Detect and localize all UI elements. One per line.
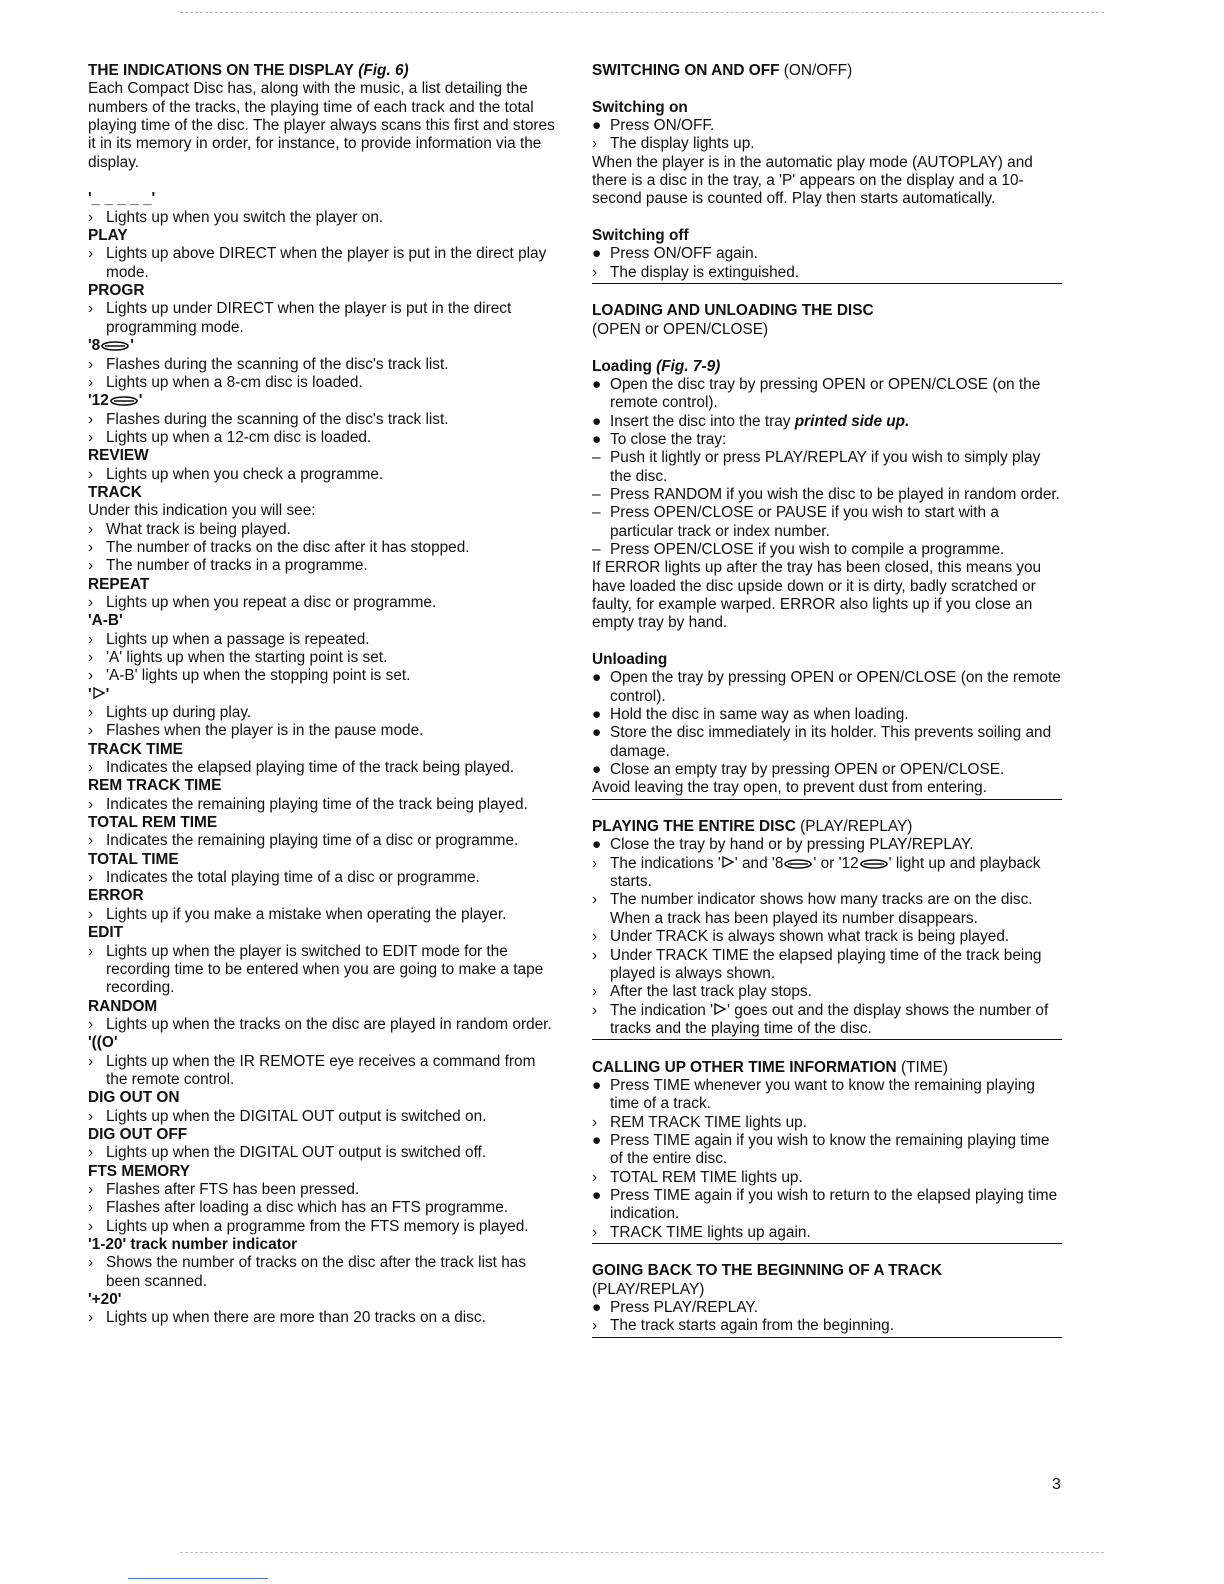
indication-label: '_ _ _ _ _' (88, 190, 156, 208)
indication-label: 'A-B' (88, 612, 123, 630)
result-arrow-icon: › (88, 1217, 94, 1235)
indication-label: '12 ' (88, 392, 143, 410)
list-item: › Lights up if you make a mistake when operating the player. (88, 905, 507, 923)
result-arrow-icon: › (592, 1317, 598, 1335)
disc-icon (859, 859, 889, 869)
result-arrow-icon: › (592, 263, 598, 281)
list-item: › The display lights up. (592, 135, 755, 153)
list-item: › Indicates the remaining playing time of the track being played. (88, 795, 528, 813)
result-arrow-icon: › (88, 410, 94, 428)
indication-label: PROGR (88, 282, 145, 300)
list-item: › Lights up under DIRECT when the player is put in the direct programming mode. (88, 300, 512, 336)
result-arrow-icon: › (88, 557, 94, 575)
list-item: ● Press ON/OFF. (592, 117, 715, 135)
indication-list (88, 190, 560, 1327)
list-item: – Press RANDOM if you wish the disc to be played in random order. (592, 485, 1060, 503)
list-item: › Lights up above DIRECT when the player is put in the direct play mode. (88, 245, 547, 281)
list-item: › Lights up when you repeat a disc or programme. (88, 593, 437, 611)
list-item: › 'A' lights up when the starting point is set. (88, 649, 388, 666)
bullet-icon: ● (592, 1186, 602, 1204)
list-item: › Under TRACK TIME the elapsed playing time of the track being played is always shown. (592, 946, 1042, 982)
list-item: ● Press TIME whenever you want to know the remaining playing time of a track. (592, 1076, 1035, 1113)
play-icon (713, 1003, 727, 1015)
indication-label: TOTAL REM TIME (88, 814, 218, 832)
list-item: › Lights up when a passage is repeated. (88, 630, 370, 648)
list-item: › 'A-B' lights up when the stopping point is set. (88, 667, 411, 685)
list-item: › Lights up when you check a programme. (88, 465, 384, 483)
result-arrow-icon: › (592, 946, 598, 964)
going-back-steps (592, 1299, 1062, 1336)
list-item: › TOTAL REM TIME lights up. (592, 1168, 803, 1186)
result-arrow-icon: › (88, 245, 94, 263)
bullet-icon: ● (592, 1076, 602, 1094)
switching-off-title: Switching off (592, 227, 689, 245)
loading-title: Loading (Fig. 7-9) (592, 357, 721, 375)
result-arrow-icon: › (88, 722, 94, 740)
list-item: – Press OPEN/CLOSE if you wish to compile a programme. (592, 540, 1005, 558)
play-icon (721, 856, 735, 868)
result-arrow-icon: › (88, 795, 94, 813)
result-arrow-icon: › (88, 1180, 94, 1198)
result-arrow-icon: › (592, 928, 598, 946)
list-item: › The number of tracks in a programme. (88, 557, 368, 575)
indication-label: '+20' (88, 1291, 122, 1309)
list-item: › Indicates the elapsed playing time of the track being played. (88, 759, 515, 777)
list-item: › The indications ' ' and '8 ' or '12 ' light up and playback starts. (592, 854, 1041, 891)
list-item: ● Open the disc tray by pressing OPEN or OPEN/CLOSE (on the remote control). (592, 375, 1041, 412)
list-item: – Push it lightly or press PLAY/REPLAY if you wish to simply play the disc. (592, 449, 1041, 485)
avoid-paragraph: Avoid leaving the tray open, to prevent dust from entering. (592, 779, 987, 797)
indication-label: DIG OUT OFF (88, 1125, 188, 1143)
indication-label: FTS MEMORY (88, 1162, 191, 1180)
indication-label: TRACK (88, 483, 142, 501)
bullet-icon: ● (592, 117, 602, 135)
list-item: › Lights up when there are more than 20 tracks on a disc. (88, 1309, 486, 1327)
page-number: 3 (1052, 1476, 1061, 1493)
loading-steps (592, 376, 1062, 559)
loading-subheading: (OPEN or OPEN/CLOSE) (592, 320, 769, 338)
bullet-icon: ● (592, 1299, 602, 1317)
result-arrow-icon: › (88, 1254, 94, 1272)
result-arrow-icon: › (88, 428, 94, 446)
list-item: ● Open the tray by pressing OPEN or OPEN/CLOSE (on the remote control). (592, 669, 1061, 705)
list-item: › The indication ' ' goes out and the display shows the number of tracks and the playing time of the disc. (592, 1001, 1049, 1037)
bullet-icon: ● (592, 706, 602, 724)
play-icon (92, 687, 106, 699)
result-arrow-icon: › (592, 1168, 598, 1186)
autoplay-paragraph: When the player is in the automatic play mode (AUTOPLAY) and there is a disc in the tray, a 'P' appears on the display and a 10-second pause is counted off. Play then starts automatically. (592, 153, 1033, 208)
loading-heading: LOADING AND UNLOADING THE DISC (592, 302, 874, 320)
bullet-icon: ● (592, 412, 602, 430)
list-item: › Lights up when the player is switched to EDIT mode for the recording time to be entered when you are going to make a tape recording. (88, 942, 544, 997)
playing-steps (592, 891, 1062, 1001)
result-arrow-icon: › (592, 891, 598, 909)
list-item: › Indicates the remaining playing time of a disc or programme. (88, 832, 519, 850)
indication-label: '8 ' (88, 337, 134, 355)
switching-off-steps (592, 245, 1062, 282)
result-arrow-icon: › (88, 905, 94, 923)
result-arrow-icon: › (88, 1015, 94, 1033)
going-back-subheading: (PLAY/REPLAY) (592, 1280, 705, 1298)
result-arrow-icon: › (88, 649, 94, 666)
bullet-icon: ● (592, 430, 602, 448)
result-arrow-icon: › (88, 1144, 94, 1162)
time-heading: CALLING UP OTHER TIME INFORMATION (TIME) (592, 1058, 948, 1076)
dash-icon: – (592, 540, 601, 558)
list-item: › Flashes during the scanning of the disc's track list. (88, 355, 449, 373)
display-intro: Each Compact Disc has, along with the music, a list detailing the numbers of the tracks, the playing time of each track and the total playing time of the disc. The player always scans this first and stores it in its memory in order, for instance, to provide information via the display. (88, 80, 555, 171)
dash-icon: – (592, 485, 601, 503)
list-item: › The number indicator shows how many tracks are on the disc. When a track has been played its number disappears. (592, 891, 1033, 927)
indication-label: ' ' (88, 685, 110, 703)
list-item: ● Press PLAY/REPLAY. (592, 1299, 758, 1317)
result-arrow-icon: › (592, 135, 598, 153)
disc-icon (100, 341, 130, 351)
unloading-steps (592, 669, 1062, 779)
dash-icon: – (592, 449, 601, 467)
list-item: › Shows the number of tracks on the disc after the track list has been scanned. (88, 1254, 527, 1290)
list-item: › Indicates the total playing time of a disc or programme. (88, 869, 480, 887)
right-column (592, 62, 1062, 1338)
list-item: ● Store the disc immediately in its holder. This prevents soiling and damage. (592, 724, 1052, 760)
list-item: ● Press TIME again if you wish to return to the elapsed playing time indication. (592, 1186, 1058, 1223)
list-item: › Lights up when the DIGITAL OUT output is switched off. (88, 1144, 487, 1162)
result-arrow-icon: › (88, 1052, 94, 1070)
list-item: › REM TRACK TIME lights up. (592, 1113, 807, 1131)
result-arrow-icon: › (88, 704, 94, 722)
result-arrow-icon: › (88, 355, 94, 373)
switching-on-steps (592, 117, 1062, 154)
list-item: ● Close an empty tray by pressing OPEN or OPEN/CLOSE. (592, 761, 1005, 779)
result-arrow-icon: › (88, 759, 94, 777)
bullet-icon: ● (592, 1131, 602, 1149)
bullet-icon: ● (592, 669, 602, 687)
list-item: › Lights up when the IR REMOTE eye receives a command from the remote control. (88, 1052, 536, 1088)
indication-label: PLAY (88, 227, 128, 245)
list-item: › TRACK TIME lights up again. (592, 1223, 811, 1241)
scan-artifact-bottom (180, 1552, 1104, 1553)
list-item: ● Hold the disc in same way as when loading. (592, 706, 909, 724)
indication-label: DIG OUT ON (88, 1089, 180, 1107)
list-item: › Lights up when a programme from the FTS memory is played. (88, 1217, 529, 1235)
scan-artifact-top (180, 12, 1104, 13)
result-arrow-icon: › (88, 1309, 94, 1327)
disc-icon (109, 396, 139, 406)
list-item: › Under TRACK is always shown what track is being played. (592, 928, 1010, 946)
result-arrow-icon: › (88, 208, 94, 226)
list-item: ● To close the tray: (592, 430, 727, 448)
left-column (88, 62, 560, 1328)
indication-label: REM TRACK TIME (88, 777, 222, 795)
list-item: › Lights up when a 12-cm disc is loaded. (88, 428, 372, 446)
scan-artifact-mark (128, 1578, 268, 1579)
result-arrow-icon: › (88, 465, 94, 483)
switching-on-title: Switching on (592, 98, 688, 116)
list-item: ● Insert the disc into the tray printed side up. (592, 412, 910, 430)
list-item: › Lights up when you switch the player on. (88, 208, 384, 226)
bullet-icon: ● (592, 724, 602, 742)
list-item: Under this indication you will see: (88, 502, 316, 520)
result-arrow-icon: › (88, 373, 94, 391)
playing-heading: PLAYING THE ENTIRE DISC (PLAY/REPLAY) (592, 818, 913, 836)
indication-label: EDIT (88, 924, 124, 942)
bullet-icon: ● (592, 245, 602, 263)
result-arrow-icon: › (592, 983, 598, 1001)
list-item: ● Press TIME again if you wish to know the remaining playing time of the entire disc. (592, 1131, 1050, 1168)
bullet-icon: ● (592, 761, 602, 779)
indication-label: '((O' (88, 1034, 118, 1052)
going-back-heading: GOING BACK TO THE BEGINNING OF A TRACK (592, 1262, 942, 1280)
result-arrow-icon: › (88, 942, 94, 960)
result-arrow-icon: › (592, 1113, 598, 1131)
list-item: ● Close the tray by hand or by pressing PLAY/REPLAY. (592, 836, 974, 854)
error-paragraph: If ERROR lights up after the tray has been closed, this means you have loaded the disc upside down or it is dirty, badly scratched or faulty, for example warped. ERROR also lights up if you close an empty tray by hand. (592, 559, 1042, 632)
dash-icon: – (592, 504, 601, 522)
list-item: – Press OPEN/CLOSE or PAUSE if you wish to start with a particular track or index number. (592, 504, 999, 540)
indication-label: REPEAT (88, 575, 150, 593)
list-item: › Flashes after loading a disc which has an FTS programme. (88, 1199, 509, 1217)
indication-label: '1-20' track number indicator (88, 1236, 298, 1253)
unloading-title: Unloading (592, 651, 668, 668)
list-item: › The display is extinguished. (592, 263, 800, 281)
list-item: › After the last track play stops. (592, 983, 812, 1001)
list-item: › Flashes after FTS has been pressed. (88, 1180, 360, 1198)
result-arrow-icon: › (88, 1107, 94, 1125)
time-steps (592, 1077, 1062, 1242)
result-arrow-icon: › (88, 1199, 94, 1217)
result-arrow-icon: › (88, 300, 94, 318)
indication-label: REVIEW (88, 447, 149, 465)
list-item: › Lights up during play. (88, 704, 252, 722)
bullet-icon: ● (592, 375, 602, 393)
list-item: › The track starts again from the beginning. (592, 1317, 895, 1335)
display-indications-heading: THE INDICATIONS ON THE DISPLAY (Fig. 6) (88, 62, 409, 79)
switching-heading: SWITCHING ON AND OFF (ON/OFF) (592, 62, 853, 79)
result-arrow-icon: › (88, 832, 94, 850)
result-arrow-icon: › (88, 869, 94, 887)
list-item: › Flashes when the player is in the pause mode. (88, 722, 424, 740)
list-item: › Lights up when the DIGITAL OUT output is switched on. (88, 1107, 487, 1125)
result-arrow-icon: › (88, 667, 94, 685)
result-arrow-icon: › (592, 1223, 598, 1241)
result-arrow-icon: › (88, 538, 94, 556)
result-arrow-icon: › (88, 593, 94, 611)
list-item: › Lights up when a 8-cm disc is loaded. (88, 373, 363, 391)
indication-label: RANDOM (88, 997, 158, 1015)
indication-label: TOTAL TIME (88, 850, 179, 868)
list-item: › What track is being played. (88, 520, 291, 538)
section-divider (592, 1337, 1062, 1338)
indication-label: ERROR (88, 887, 144, 905)
list-item: › Flashes during the scanning of the disc's track list. (88, 410, 449, 428)
list-item: › Lights up when the tracks on the disc are played in random order. (88, 1015, 552, 1033)
indication-label: TRACK TIME (88, 740, 183, 758)
result-arrow-icon: › (88, 630, 94, 648)
list-item: ● Press ON/OFF again. (592, 245, 758, 263)
disc-icon (783, 859, 813, 869)
result-arrow-icon: › (88, 520, 94, 538)
list-item: › The number of tracks on the disc after it has stopped. (88, 538, 470, 556)
